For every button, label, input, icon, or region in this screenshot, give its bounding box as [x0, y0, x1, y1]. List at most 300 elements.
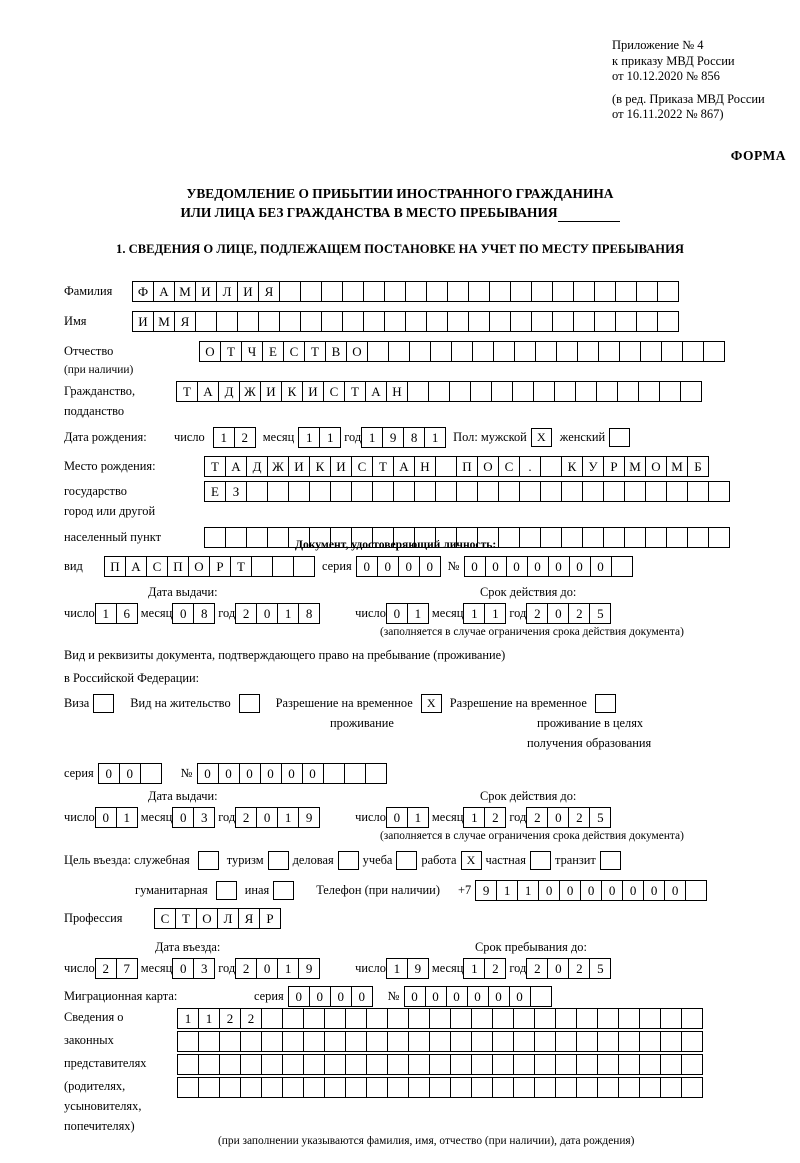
doc-issue-day-input[interactable]: [95, 603, 137, 624]
form-cell[interactable]: 0: [218, 763, 240, 784]
form-cell[interactable]: 9: [475, 880, 497, 901]
form-cell[interactable]: [531, 281, 553, 302]
form-cell[interactable]: 9: [298, 958, 320, 979]
form-cell[interactable]: Н: [414, 456, 436, 477]
form-cell[interactable]: [498, 527, 520, 548]
form-cell[interactable]: [556, 341, 578, 362]
form-cell[interactable]: 5: [589, 958, 611, 979]
form-cell[interactable]: [251, 556, 273, 577]
profession-input[interactable]: [154, 908, 280, 929]
form-cell[interactable]: [246, 527, 268, 548]
form-cell[interactable]: Я: [174, 311, 196, 332]
form-cell[interactable]: [657, 281, 679, 302]
form-cell[interactable]: Ж: [267, 456, 289, 477]
doc-issue-year-input[interactable]: [235, 603, 319, 624]
form-cell[interactable]: [408, 1054, 430, 1075]
form-cell[interactable]: 1: [484, 603, 506, 624]
form-cell[interactable]: 1: [424, 427, 446, 448]
form-cell[interactable]: [366, 1054, 388, 1075]
form-cell[interactable]: 0: [464, 556, 486, 577]
stay-year-input[interactable]: [526, 958, 610, 979]
form-cell[interactable]: С: [283, 341, 305, 362]
form-cell[interactable]: [303, 1054, 325, 1075]
form-cell[interactable]: [451, 341, 473, 362]
form-cell[interactable]: 9: [407, 958, 429, 979]
form-cell[interactable]: 0: [95, 807, 117, 828]
form-cell[interactable]: [657, 311, 679, 332]
form-cell[interactable]: [195, 311, 217, 332]
form-cell[interactable]: [430, 341, 452, 362]
doc-valid-year-input[interactable]: [526, 603, 610, 624]
form-cell[interactable]: [534, 1077, 556, 1098]
form-cell[interactable]: [300, 281, 322, 302]
form-cell[interactable]: [405, 311, 427, 332]
form-cell[interactable]: П: [456, 456, 478, 477]
form-cell[interactable]: 1: [463, 807, 485, 828]
form-cell[interactable]: [471, 1008, 493, 1029]
form-cell[interactable]: 1: [198, 1008, 220, 1029]
form-cell[interactable]: 1: [95, 603, 117, 624]
form-cell[interactable]: Р: [259, 908, 281, 929]
birth-year-input[interactable]: [361, 427, 445, 448]
form-cell[interactable]: [366, 1077, 388, 1098]
form-cell[interactable]: Т: [230, 556, 252, 577]
form-cell[interactable]: [618, 1008, 640, 1029]
form-cell[interactable]: 0: [538, 880, 560, 901]
form-cell[interactable]: [345, 1054, 367, 1075]
form-cell[interactable]: [681, 1077, 703, 1098]
form-cell[interactable]: [666, 481, 688, 502]
form-cell[interactable]: Р: [209, 556, 231, 577]
form-cell[interactable]: [552, 311, 574, 332]
form-cell[interactable]: 0: [664, 880, 686, 901]
form-cell[interactable]: [279, 311, 301, 332]
form-cell[interactable]: [598, 341, 620, 362]
form-cell[interactable]: 0: [569, 556, 591, 577]
form-cell[interactable]: [177, 1031, 199, 1052]
form-cell[interactable]: [576, 1008, 598, 1029]
form-cell[interactable]: [344, 763, 366, 784]
form-cell[interactable]: 1: [517, 880, 539, 901]
form-cell[interactable]: [576, 1054, 598, 1075]
form-cell[interactable]: 0: [485, 556, 507, 577]
phone-input[interactable]: [475, 880, 706, 901]
form-cell[interactable]: А: [393, 456, 415, 477]
form-cell[interactable]: [261, 1077, 283, 1098]
form-cell[interactable]: Т: [304, 341, 326, 362]
form-cell[interactable]: [640, 341, 662, 362]
form-cell[interactable]: [471, 1031, 493, 1052]
purpose-private-checkbox[interactable]: [530, 851, 551, 870]
form-cell[interactable]: 5: [589, 807, 611, 828]
form-cell[interactable]: [363, 311, 385, 332]
form-cell[interactable]: Ф: [132, 281, 154, 302]
form-cell[interactable]: [597, 1054, 619, 1075]
form-cell[interactable]: .: [519, 456, 541, 477]
form-cell[interactable]: [561, 481, 583, 502]
form-cell[interactable]: [288, 481, 310, 502]
form-cell[interactable]: [393, 481, 415, 502]
form-cell[interactable]: [366, 1031, 388, 1052]
form-cell[interactable]: [660, 1031, 682, 1052]
form-cell[interactable]: [471, 1054, 493, 1075]
entry-day-input[interactable]: [95, 958, 137, 979]
form-cell[interactable]: П: [167, 556, 189, 577]
form-cell[interactable]: Д: [218, 381, 240, 402]
form-cell[interactable]: 0: [547, 807, 569, 828]
form-cell[interactable]: [414, 481, 436, 502]
form-cell[interactable]: И: [302, 381, 324, 402]
form-cell[interactable]: 2: [526, 958, 548, 979]
form-cell[interactable]: [258, 311, 280, 332]
form-cell[interactable]: С: [351, 456, 373, 477]
form-cell[interactable]: 0: [256, 958, 278, 979]
form-cell[interactable]: О: [645, 456, 667, 477]
stay-month-input[interactable]: [463, 958, 505, 979]
permit-issue-day-input[interactable]: [95, 807, 137, 828]
form-cell[interactable]: К: [561, 456, 583, 477]
form-cell[interactable]: 2: [568, 603, 590, 624]
form-cell[interactable]: [666, 527, 688, 548]
form-cell[interactable]: 2: [526, 603, 548, 624]
permit-number-input[interactable]: [197, 763, 386, 784]
form-cell[interactable]: 0: [256, 603, 278, 624]
form-cell[interactable]: М: [174, 281, 196, 302]
form-cell[interactable]: [636, 311, 658, 332]
form-cell[interactable]: [603, 527, 625, 548]
form-cell[interactable]: [450, 1077, 472, 1098]
form-cell[interactable]: 8: [403, 427, 425, 448]
permit-series-input[interactable]: [98, 763, 161, 784]
form-cell[interactable]: 3: [193, 958, 215, 979]
form-cell[interactable]: К: [309, 456, 331, 477]
form-cell[interactable]: 0: [330, 986, 352, 1007]
form-cell[interactable]: [450, 1031, 472, 1052]
form-cell[interactable]: [681, 1031, 703, 1052]
form-cell[interactable]: [681, 1054, 703, 1075]
form-cell[interactable]: [272, 556, 294, 577]
form-cell[interactable]: Б: [687, 456, 709, 477]
form-cell[interactable]: [624, 527, 646, 548]
form-cell[interactable]: 0: [172, 958, 194, 979]
form-cell[interactable]: 1: [298, 427, 320, 448]
form-cell[interactable]: [409, 341, 431, 362]
form-cell[interactable]: В: [325, 341, 347, 362]
form-cell[interactable]: Р: [603, 456, 625, 477]
form-cell[interactable]: 5: [589, 603, 611, 624]
purpose-tourism-checkbox[interactable]: [268, 851, 289, 870]
form-cell[interactable]: [198, 1054, 220, 1075]
form-cell[interactable]: [387, 1054, 409, 1075]
doc-valid-month-input[interactable]: [463, 603, 505, 624]
form-cell[interactable]: 0: [197, 763, 219, 784]
form-cell[interactable]: [660, 1077, 682, 1098]
form-cell[interactable]: 0: [356, 556, 378, 577]
form-cell[interactable]: [387, 1031, 409, 1052]
form-cell[interactable]: [372, 481, 394, 502]
form-cell[interactable]: 1: [277, 603, 299, 624]
form-cell[interactable]: [618, 1054, 640, 1075]
form-cell[interactable]: С: [146, 556, 168, 577]
form-cell[interactable]: [435, 481, 457, 502]
form-cell[interactable]: [219, 1031, 241, 1052]
doc-issue-month-input[interactable]: [172, 603, 214, 624]
form-cell[interactable]: [303, 1031, 325, 1052]
permit-issue-month-input[interactable]: [172, 807, 214, 828]
purpose-humanitarian-checkbox[interactable]: [216, 881, 237, 900]
form-cell[interactable]: [594, 281, 616, 302]
form-cell[interactable]: [267, 527, 289, 548]
form-cell[interactable]: [219, 1077, 241, 1098]
birthplace-line2-input[interactable]: [204, 481, 729, 502]
form-cell[interactable]: [384, 311, 406, 332]
form-cell[interactable]: 1: [319, 427, 341, 448]
form-cell[interactable]: О: [188, 556, 210, 577]
form-cell[interactable]: [324, 1008, 346, 1029]
form-cell[interactable]: [603, 481, 625, 502]
form-cell[interactable]: [680, 381, 702, 402]
form-cell[interactable]: 3: [193, 807, 215, 828]
form-cell[interactable]: [366, 1008, 388, 1029]
form-cell[interactable]: [540, 527, 562, 548]
form-cell[interactable]: [534, 1054, 556, 1075]
form-cell[interactable]: [636, 281, 658, 302]
form-cell[interactable]: 0: [281, 763, 303, 784]
form-cell[interactable]: 2: [484, 807, 506, 828]
form-cell[interactable]: Ж: [239, 381, 261, 402]
form-cell[interactable]: [577, 341, 599, 362]
form-cell[interactable]: [321, 311, 343, 332]
form-cell[interactable]: П: [104, 556, 126, 577]
form-cell[interactable]: О: [196, 908, 218, 929]
form-cell[interactable]: [533, 381, 555, 402]
form-cell[interactable]: Е: [262, 341, 284, 362]
form-cell[interactable]: [450, 1008, 472, 1029]
form-cell[interactable]: 1: [407, 807, 429, 828]
form-cell[interactable]: [240, 1031, 262, 1052]
form-cell[interactable]: И: [237, 281, 259, 302]
form-cell[interactable]: 0: [488, 986, 510, 1007]
form-cell[interactable]: И: [288, 456, 310, 477]
form-cell[interactable]: 2: [235, 958, 257, 979]
form-cell[interactable]: [426, 311, 448, 332]
form-cell[interactable]: А: [125, 556, 147, 577]
form-cell[interactable]: Т: [344, 381, 366, 402]
form-cell[interactable]: [237, 311, 259, 332]
form-cell[interactable]: [282, 1031, 304, 1052]
form-cell[interactable]: [596, 381, 618, 402]
form-cell[interactable]: 0: [256, 807, 278, 828]
form-cell[interactable]: 0: [239, 763, 261, 784]
form-cell[interactable]: [513, 1008, 535, 1029]
form-cell[interactable]: [645, 527, 667, 548]
form-cell[interactable]: [618, 1031, 640, 1052]
form-cell[interactable]: М: [153, 311, 175, 332]
form-cell[interactable]: [388, 341, 410, 362]
form-cell[interactable]: [140, 763, 162, 784]
form-cell[interactable]: Т: [372, 456, 394, 477]
sex-female-checkbox[interactable]: [609, 428, 630, 447]
form-cell[interactable]: [594, 311, 616, 332]
legal-rep-input-2[interactable]: [177, 1031, 702, 1052]
form-cell[interactable]: [540, 456, 562, 477]
form-cell[interactable]: [561, 527, 583, 548]
form-cell[interactable]: [638, 381, 660, 402]
form-cell[interactable]: 2: [568, 958, 590, 979]
form-cell[interactable]: 0: [309, 986, 331, 1007]
form-cell[interactable]: А: [365, 381, 387, 402]
form-cell[interactable]: Д: [246, 456, 268, 477]
form-cell[interactable]: [204, 527, 226, 548]
form-cell[interactable]: [428, 381, 450, 402]
form-cell[interactable]: И: [330, 456, 352, 477]
form-cell[interactable]: [597, 1008, 619, 1029]
form-cell[interactable]: [573, 311, 595, 332]
form-cell[interactable]: [426, 281, 448, 302]
form-cell[interactable]: [303, 1077, 325, 1098]
form-cell[interactable]: [309, 481, 331, 502]
form-cell[interactable]: [471, 1077, 493, 1098]
form-cell[interactable]: [429, 1008, 451, 1029]
form-cell[interactable]: [384, 281, 406, 302]
form-cell[interactable]: [659, 381, 681, 402]
form-cell[interactable]: [682, 341, 704, 362]
form-cell[interactable]: [470, 381, 492, 402]
form-cell[interactable]: [342, 311, 364, 332]
form-cell[interactable]: 2: [568, 807, 590, 828]
legal-rep-input-4[interactable]: [177, 1077, 702, 1098]
form-cell[interactable]: И: [260, 381, 282, 402]
stay-day-input[interactable]: [386, 958, 428, 979]
form-cell[interactable]: [534, 1031, 556, 1052]
form-cell[interactable]: 0: [377, 556, 399, 577]
form-cell[interactable]: 1: [116, 807, 138, 828]
purpose-work-checkbox[interactable]: X: [461, 851, 482, 870]
form-cell[interactable]: [703, 341, 725, 362]
form-cell[interactable]: [576, 1077, 598, 1098]
form-cell[interactable]: [408, 1008, 430, 1029]
form-cell[interactable]: [519, 527, 541, 548]
form-cell[interactable]: 0: [404, 986, 426, 1007]
form-cell[interactable]: 0: [580, 880, 602, 901]
form-cell[interactable]: [660, 1054, 682, 1075]
form-cell[interactable]: [240, 1077, 262, 1098]
form-cell[interactable]: [282, 1077, 304, 1098]
form-cell[interactable]: [519, 481, 541, 502]
form-cell[interactable]: 2: [234, 427, 256, 448]
form-cell[interactable]: 0: [559, 880, 581, 901]
form-cell[interactable]: [282, 1054, 304, 1075]
form-cell[interactable]: [685, 880, 707, 901]
form-cell[interactable]: [447, 281, 469, 302]
form-cell[interactable]: [535, 341, 557, 362]
form-cell[interactable]: 0: [386, 807, 408, 828]
form-cell[interactable]: 1: [463, 603, 485, 624]
form-cell[interactable]: 1: [361, 427, 383, 448]
form-cell[interactable]: [552, 281, 574, 302]
form-cell[interactable]: [617, 381, 639, 402]
purpose-study-checkbox[interactable]: [396, 851, 417, 870]
form-cell[interactable]: Т: [175, 908, 197, 929]
form-cell[interactable]: [576, 1031, 598, 1052]
form-cell[interactable]: [615, 311, 637, 332]
form-cell[interactable]: 8: [193, 603, 215, 624]
form-cell[interactable]: [324, 1054, 346, 1075]
form-cell[interactable]: [365, 763, 387, 784]
mc-series-input[interactable]: [288, 986, 372, 1007]
doc-number-input[interactable]: [464, 556, 632, 577]
form-cell[interactable]: А: [225, 456, 247, 477]
form-cell[interactable]: [345, 1031, 367, 1052]
form-cell[interactable]: Т: [204, 456, 226, 477]
form-cell[interactable]: [660, 1008, 682, 1029]
form-cell[interactable]: [449, 381, 471, 402]
entry-month-input[interactable]: [172, 958, 214, 979]
form-cell[interactable]: [555, 1008, 577, 1029]
form-cell[interactable]: [530, 986, 552, 1007]
form-cell[interactable]: [324, 1031, 346, 1052]
permit-valid-day-input[interactable]: [386, 807, 428, 828]
form-cell[interactable]: О: [199, 341, 221, 362]
form-cell[interactable]: [534, 1008, 556, 1029]
form-cell[interactable]: [681, 1008, 703, 1029]
form-cell[interactable]: [531, 311, 553, 332]
form-cell[interactable]: И: [132, 311, 154, 332]
form-cell[interactable]: 7: [116, 958, 138, 979]
form-cell[interactable]: К: [281, 381, 303, 402]
form-cell[interactable]: [514, 341, 536, 362]
form-cell[interactable]: [708, 527, 730, 548]
form-cell[interactable]: [429, 1077, 451, 1098]
form-cell[interactable]: 0: [302, 763, 324, 784]
form-cell[interactable]: [492, 1031, 514, 1052]
form-cell[interactable]: 9: [382, 427, 404, 448]
form-cell[interactable]: Л: [217, 908, 239, 929]
form-cell[interactable]: 2: [235, 603, 257, 624]
form-cell[interactable]: [279, 281, 301, 302]
form-cell[interactable]: [351, 481, 373, 502]
form-cell[interactable]: [493, 341, 515, 362]
form-cell[interactable]: О: [477, 456, 499, 477]
purpose-service-checkbox[interactable]: [198, 851, 219, 870]
name-input[interactable]: [132, 311, 678, 332]
doc-series-input[interactable]: [356, 556, 440, 577]
form-cell[interactable]: [246, 481, 268, 502]
form-cell[interactable]: [489, 311, 511, 332]
form-cell[interactable]: [639, 1054, 661, 1075]
form-cell[interactable]: М: [624, 456, 646, 477]
form-cell[interactable]: [408, 1031, 430, 1052]
legal-rep-input-3[interactable]: [177, 1054, 702, 1075]
form-cell[interactable]: [429, 1031, 451, 1052]
form-cell[interactable]: [321, 281, 343, 302]
form-cell[interactable]: Ч: [241, 341, 263, 362]
form-cell[interactable]: 0: [547, 958, 569, 979]
form-cell[interactable]: [261, 1054, 283, 1075]
form-cell[interactable]: 0: [419, 556, 441, 577]
form-cell[interactable]: [639, 1008, 661, 1029]
form-cell[interactable]: [555, 1077, 577, 1098]
form-cell[interactable]: 0: [425, 986, 447, 1007]
form-cell[interactable]: [345, 1008, 367, 1029]
form-cell[interactable]: [512, 381, 534, 402]
edu-residence-checkbox[interactable]: [595, 694, 616, 713]
form-cell[interactable]: [177, 1054, 199, 1075]
form-cell[interactable]: Н: [386, 381, 408, 402]
form-cell[interactable]: [489, 281, 511, 302]
form-cell[interactable]: [240, 1054, 262, 1075]
form-cell[interactable]: [363, 281, 385, 302]
